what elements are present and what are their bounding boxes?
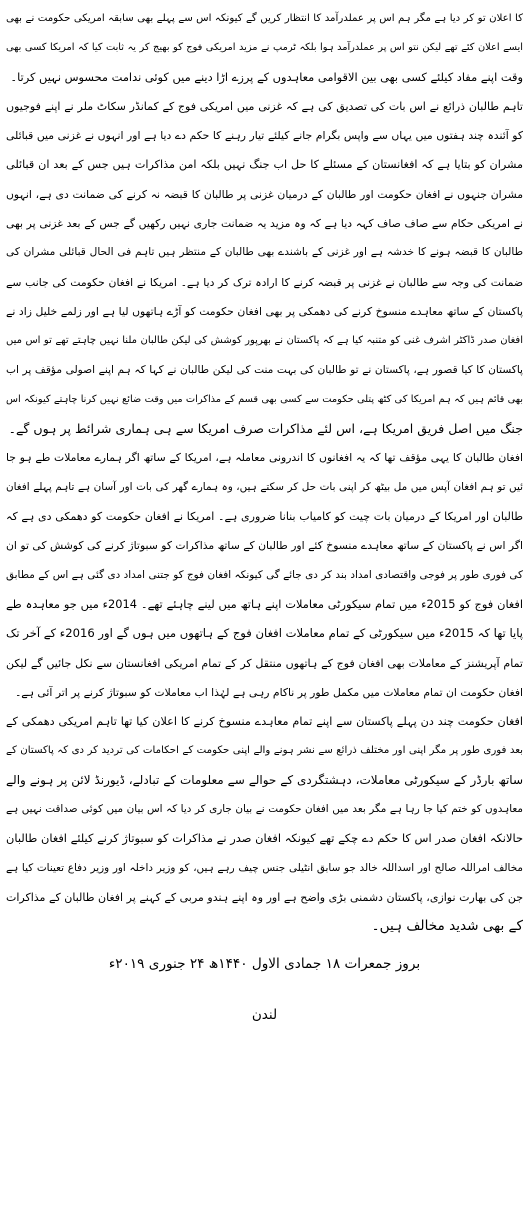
- text-line: افغان فوج کو 2015ء میں تمام سیکورٹی معاملات اپنے ہاتھ میں لینے چاہئے تھے۔ 2014ء میں جو معاہدہ طے: [6, 596, 523, 611]
- text-line: تاہم طالبان ذرائع نے اس بات کی تصدیق کی ہے کہ غزنی میں امریکی فوج کے کمانڈر سکاٹ ملر نے اپنے فوجیوں: [6, 99, 523, 113]
- city-signature: لندن: [251, 1006, 278, 1023]
- text-line: کا اعلان تو کر دیا ہے مگر ہم اس پر عملدرآمد کا انتظار کریں گے کیونکہ اس سے پہلے بھی سابقہ امریکی حکومت نے بھی: [6, 13, 523, 24]
- paragraph: [6, 707, 523, 941]
- text-line: پاکستان کے ساتھ معاہدے منسوخ کرنے کی دھمکی پر بھی افغان حکومت کو آڑے ہاتھوں لیا ہے اور زلمے خلیل زاد نے: [6, 304, 523, 318]
- paragraph: [6, 4, 523, 92]
- text-line: کو آئندہ چند ہفتوں میں یہاں سے واپس بگرام جانے کیلئے تیار رہنے کا حکم دے دیا ہے اور انہوں نے غزنی میں قبائلی: [6, 129, 523, 143]
- dateline: بروز جمعرات ۱۸ جمادی الاول ۱۴۴۰ھ ۲۴ جنوری ۲۰۱۹ء: [108, 955, 421, 972]
- text-line: معاہدوں کو ختم کیا جا رہا ہے مگر بعد میں افغان حکومت نے بیان جاری کر دیا کہ اس بیان میں کوئی صداقت نہیں ہے: [6, 803, 523, 816]
- text-line: افغان حکومت ان تمام معاملات میں مکمل طور پر ناکام رہی ہے لہٰذا اب معاملات کو سبوتاژ کرنے پر اتر آئی ہے۔: [14, 685, 523, 699]
- paragraph: [6, 92, 523, 444]
- text-line: جن کی بھارت نوازی، پاکستان دشمنی بڑی واضح ہے اور وہ اپنے ہندو مربی کے کہنے پر افغان طالبان کے مذاکرات: [6, 890, 523, 904]
- text-line: پاکستان کا کیا قصور ہے، پاکستان نے تو طالبان کی بہت منت کی لیکن طالبان نے کہا کہ ہم اپنے اصولی مؤقف پر اب: [6, 363, 523, 376]
- text-line: ضمانت کی وجہ سے طالبان نے غزنی پر قبضہ کرنے کا ارادہ ترک کر دیا ہے۔ امریکا نے افغان حکومت کی جانب سے: [6, 275, 523, 289]
- text-line: ئیں تو ہم افغان آپس میں مل بیٹھ کر اپنی بات حل کر سکتے ہیں، وہ ہمارے گھر کی بات اور آسان ہے تاہم پہلے افغان: [6, 480, 523, 493]
- text-line: افغان طالبان کا یہی مؤقف تھا کہ یہ افغانوں کا اندرونی معاملہ ہے، امریکا کے ساتھ اگر ہمارے معاملات طے ہو جا: [6, 451, 523, 465]
- text-line: کے بھی شدید مخالف ہیں۔: [371, 918, 523, 935]
- text-line: جنگ میں اصل فریق امریکا ہے، اس لئے مذاکرات صرف امریکا سے ہی ہماری شرائط پر ہوں گے۔: [8, 421, 523, 437]
- text-line: بھی قائم ہیں کہ ہم امریکا کی کٹھ پتلی حکومت سے کسی بھی قسم کے مذاکرات میں وقت ضائع نہیں کرنا چاہتے کیونکہ اس: [6, 393, 523, 405]
- text-line: مشران جنہوں نے افغان حکومت اور طالبان کے درمیان غزنی پر طالبان کا قبضہ نہ کرنے کی ضمانت دی ہے، انہوں: [6, 187, 523, 201]
- text-line: کی فوری طور پر فوجی واقتصادی امداد بند کر دی جائے گی کیونکہ افغان فوج کو جتنی امداد دی گئی ہے اس کے مطابق: [6, 568, 523, 581]
- text-line: مخالف امراللہ صالح اور اسداللہ خالد جو سابق انٹیلی جنس چیف رہے ہیں، کو وزیر داخلہ اور وزیر دفاع تعینات کیا ہے: [6, 861, 523, 874]
- text-line: اگر اس نے پاکستان کے ساتھ معاہدے منسوخ کئے اور طالبان کے ساتھ مذاکرات کو سبوتاژ کرنے کی کوشش کی تو ان: [6, 539, 523, 553]
- text-line: ایسے اعلان کئے تھے لیکن نتو اس پر عملدرآمد ہوا بلکہ ٹرمپ نے مزید امریکی فوج کو بھیج کر یہ ثابت کیا کہ امریکا کسی بھی: [6, 42, 523, 54]
- text-line: افغان حکومت چند دن پہلے پاکستان سے اپنے تمام معاہدے منسوخ کرنے کا اعلان کیا تھا تاہم امریکی دھمکی کے: [6, 715, 523, 729]
- text-line: وقت اپنے مفاد کیلئے کسی بھی بین الاقوامی معاہدوں کے پرزے اڑا دینے میں کوئی ندامت محسوس نہیں کرتا۔: [10, 69, 523, 84]
- text-line: حالانکہ افغان صدر اس کا حکم دے چکے تھے کیونکہ افغان صدر نے مذاکرات کو سبوتاژ کرنے کیلئے افغان طالبان: [6, 831, 523, 846]
- text-line: نے امریکی حکام سے صاف صاف کہہ دیا ہے کہ وہ مزید یہ ضمانت جاری نہیں رکھیں گے جس کے بعد غزنی پر بھی: [6, 217, 523, 231]
- text-line: بعد فوری طور پر مگر اپنی اور مختلف ذرائع سے نشر ہونے والے اپنی حکومت کے احکامات کی تردید کر دی کہ پاکستان کے: [6, 745, 523, 757]
- text-line: مشران کو بتایا ہے کہ افغانستان کے مسئلے کا حل اب جنگ نہیں بلکہ امن مذاکرات ہیں جس کے بعد ان قبائلی: [6, 158, 523, 172]
- text-line: طالبان کا قبضہ ہونے کا خدشہ ہے اور غزنی کے باشندے بھی طالبان کے منتظر ہیں تاہم فی الحال قبائلی مشران کی: [6, 246, 523, 259]
- text-line: ساتھ بارڈر کے سیکورٹی معاملات، دہشتگردی کے حوالے سے معلومات کے تبادلے، ڈیورنڈ لائن پر ہونے والے: [6, 772, 523, 787]
- article-body: [6, 4, 523, 942]
- text-line: پایا تھا کہ 2015ء میں سیکورٹی کے تمام معاملات افغان فوج کے ہاتھوں میں ہوں گے اور 2016ء کے آخر تک: [6, 626, 523, 641]
- text-line: افغان صدر ڈاکٹر اشرف غنی کو متنبہ کیا ہے کہ پاکستان نے بھرپور کوشش کی لیکن طالبان ملنا نہیں چاہتے تھے تو اس میں: [6, 335, 523, 347]
- text-line: تمام آپریشنز کے معاملات بھی افغان فوج کے ہاتھوں منتقل کر کے تمام امریکی افغانستان سے نکل جائیں گے لیکن: [6, 656, 523, 670]
- text-line: طالبان اور امریکا کے درمیان بات چیت کو کامیاب بنانا ضروری ہے۔ امریکا نے افغان حکومت کو دھمکی دی ہے کہ: [6, 510, 523, 524]
- paragraph: [6, 443, 523, 707]
